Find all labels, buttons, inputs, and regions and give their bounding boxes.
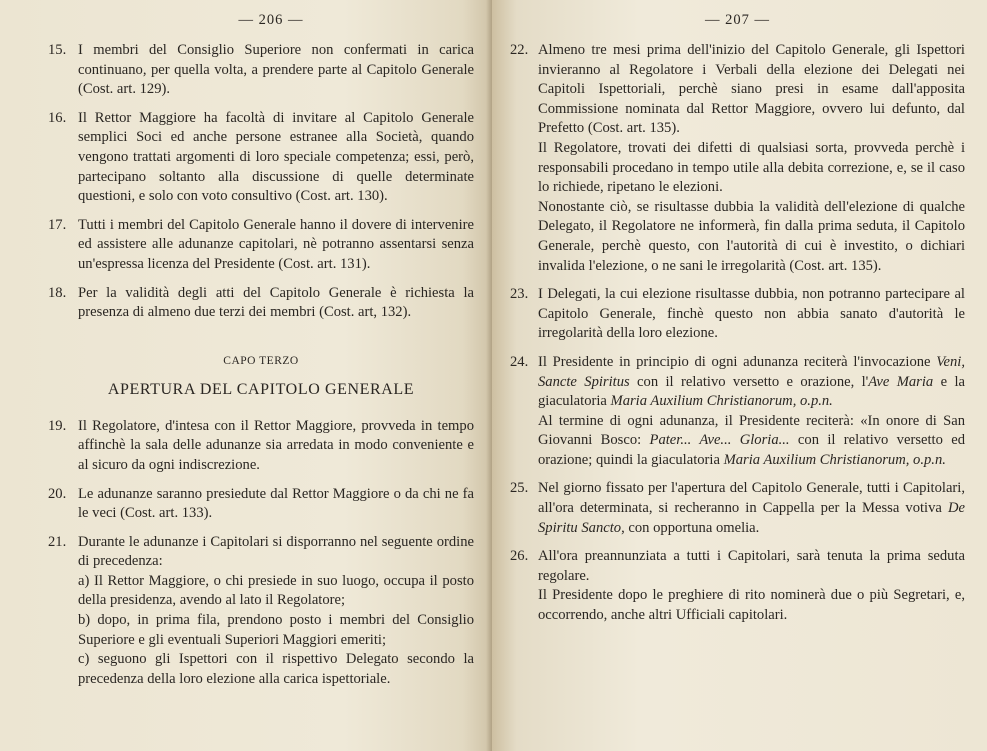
left-page [0, 0, 492, 751]
article-text [538, 41, 965, 276]
article-20 [48, 485, 474, 524]
italic-run: Pater... Ave... Gloria... [649, 432, 790, 449]
article-number: 17. [48, 216, 67, 233]
clause-a: a) Il Rettor Maggiore, o chi presiede in suo luogo, occupa il posto della presidenza, avendo al lato il Regolatore; [78, 572, 474, 609]
article-15 [48, 41, 474, 100]
article-text [538, 353, 965, 471]
article-number: 20. [48, 485, 67, 502]
text-run: , con opportuna omelia. [621, 519, 760, 536]
italic-run: De Spiritu Sancto [538, 500, 965, 536]
italic-run: Ave Maria [868, 373, 934, 390]
clause-b: b) dopo, in prima fila, prendono posto i membri del Consiglio Superiore e gli eventuali Superiori Maggiori emeriti; [78, 612, 474, 648]
article-number: 21. [48, 533, 67, 550]
right-page [492, 0, 987, 751]
article-18 [48, 284, 474, 323]
article-23 [510, 285, 965, 344]
page-number: — 206 — [238, 12, 304, 28]
article-number: 16. [48, 109, 67, 126]
text-run: Al termine di ogni adunanza, il Presidente reciterà: «In onore di San Giovanni Bosco: [538, 412, 965, 449]
paragraph [538, 353, 965, 412]
article-number: 23. [510, 286, 529, 303]
article-24 [510, 353, 965, 471]
article-number: 25. [510, 480, 529, 497]
page-number: — 207 — [705, 12, 770, 28]
article-number: 15. [48, 42, 67, 58]
article-text: Il Rettor Maggiore ha facoltà di invitare al Capitolo Generale semplici Soci ed anche persone estranee alla Società, quando vengono trattati argomenti di loro speciale competenza; essi, però, partecipano soltanto alla discussione di quelle determinate questioni, e solo con voto consultivo (Cost. art. 130). [78, 109, 474, 205]
paragraph: Nonostante ciò, se risultasse dubbia la validità dell'elezione di qualche Delegato, il Regolatore ne informerà, fin dalla prima seduta, il Capitolo Generale, perchè questo, con l'autorità di cui è investito, o dichiari invalida l'elezione, o ne sani le irregolarità (Cost. art. 135). [538, 198, 965, 274]
text-run: Nel giorno fissato per l'apertura del Capitolo Generale, tutti i Capitolari, all'ora determinata, si recheranno in Cappella per la Messa votiva [538, 480, 965, 517]
italic-run: Maria Auxilium Christianorum, o.p.n. [610, 393, 833, 410]
paragraph: Il Presidente dopo le preghiere di rito nominerà due o più Segretari, e, occorrendo, anche altri Ufficiali capitolari. [538, 587, 965, 624]
article-26 [510, 547, 965, 625]
article-22 [510, 41, 965, 276]
article-text: Il Regolatore, d'intesa con il Rettor Maggiore, provveda in tempo affinchè la sala delle adunanze sia arredata in modo conveniente e al sicuro da ogni indiscrezione. [78, 417, 474, 473]
article-text [78, 533, 474, 690]
article-text: Per la validità degli atti del Capitolo Generale è richiesta la presenza di almeno due terzi dei membri (Cost. art, 132). [78, 284, 474, 321]
clause-c: c) seguono gli Ispettori con il rispettivo Delegato secondo la precedenza della loro elezione alla carica ispettoriale. [78, 651, 474, 687]
article-25 [510, 479, 965, 538]
article-21 [48, 533, 474, 690]
article-number: 24. [510, 353, 529, 370]
article-number: 19. [48, 417, 67, 434]
text-run: con il relativo versetto ed orazione; quindi la giaculatoria [538, 432, 965, 468]
article-text: I membri del Consiglio Superiore non confermati in carica continuano, per quella volta, a prendere parte al Capitolo Generale (Cost. art. 129). [78, 42, 474, 98]
paragraph: Il Regolatore, trovati dei difetti di qualsiasi sorta, provveda perchè i responsabili procedano in tempo utile alla debita correzione, e, se il caso lo richiede, ripetano le elezioni. [538, 139, 965, 196]
chapter-label: CAPO TERZO [223, 354, 299, 367]
article-number: 26. [510, 548, 529, 565]
article-text [538, 547, 965, 625]
article-19 [48, 417, 474, 476]
article-text: Tutti i membri del Capitolo Generale hanno il dovere di intervenire ed assistere alle adunanze capitolari, nè potranno assentarsi senza un'espressa licenza del Presidente (Cost. art. 131). [78, 216, 474, 272]
text-run: Il Presidente in principio di ogni adunanza reciterà l'invocazione [538, 353, 937, 370]
article-text: I Delegati, la cui elezione risultasse dubbia, non potranno partecipare al Capitolo Generale, finchè questo non abbia sanato d'autorità le irregolarità della loro elezione. [538, 286, 965, 342]
italic-run: Veni, Sancte Spiritus [538, 353, 965, 390]
italic-run: Maria Auxilium Christianorum, o.p.n. [723, 451, 946, 468]
chapter-title: APERTURA DEL CAPITOLO GENERALE [107, 380, 415, 398]
article-intro: Durante le adunanze i Capitolari si disporranno nel seguente ordine di precedenza: [78, 533, 474, 570]
article-number: 22. [510, 42, 529, 58]
article-text: Le adunanze saranno presiedute dal Rettor Maggiore o da chi ne fa le veci (Cost. art. 133). [78, 485, 474, 522]
paragraph [538, 412, 965, 471]
article-number: 18. [48, 284, 67, 301]
paragraph: Almeno tre mesi prima dell'inizio del Capitolo Generale, gli Ispettori invieranno al Regolatore i Verbali della elezione dei Delegati nei Capitoli Ispettoriali, perchè siano presi in esame dall'apposita Commissione nominata dal Rettor Maggiore, ovvero lui defunto, dal Prefetto (Cost. art. 135). [538, 42, 965, 137]
article-text [538, 479, 965, 538]
paragraph: All'ora preannunziata a tutti i Capitolari, sarà tenuta la prima seduta regolare. [538, 548, 965, 584]
article-17 [48, 216, 474, 275]
article-16 [48, 109, 474, 207]
text-run: e la giaculatoria [538, 373, 965, 410]
text-run: con il relativo versetto e orazione, l' [629, 373, 869, 390]
